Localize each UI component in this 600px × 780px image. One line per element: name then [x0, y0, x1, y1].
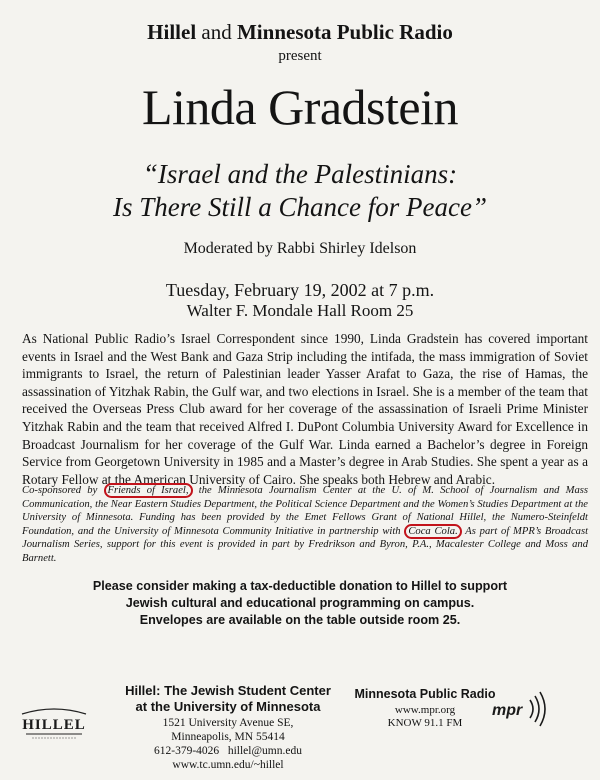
- hillel-name-line2: at the University of Minnesota: [135, 699, 321, 714]
- mpr-logo-wave-1: [530, 700, 533, 718]
- presenter-hillel: Hillel: [147, 20, 197, 44]
- mpr-web[interactable]: www.mpr.org: [394, 704, 456, 716]
- presenter-mpr: Minnesota Public Radio: [236, 20, 453, 44]
- donation-appeal: [0, 578, 600, 629]
- hillel-phone: 612-379-4026: [154, 745, 220, 757]
- hillel-logo-arc: [22, 709, 86, 714]
- talk-title-line2: Is There Still a Chance for Peace”: [113, 192, 487, 222]
- hillel-contact: [88, 683, 368, 772]
- mpr-contact: [345, 686, 505, 730]
- cosponsor-part3: As part of MPR’s Broadcast Journalism Series, support for this event is provided in part by Fredrikson and Byron, P.A., Macalester College and Moss and Barnett.: [22, 525, 589, 564]
- hillel-address: [88, 716, 368, 772]
- mpr-station: KNOW 91.1 FM: [387, 717, 463, 729]
- cosponsor-part2: the Minnesota Journalism Center at the U. of M. School of Journalism and Mass Communication, the Near Eastern Studies Department, the Political Science Department and the Women’s Studies Department at the University of Minnesota. Funding has been provided by the Emet Fellows Grant of National Hillel, the Numero-Steinfeldt Foundation, and the University of Minnesota Community Initiative in partnership with: [22, 485, 589, 537]
- moderator: Moderated by Rabbi Shirley Idelson: [183, 240, 417, 257]
- hillel-logo-text: HILLEL: [22, 717, 86, 733]
- talk-title-line1: “Israel and the Palestinians:: [142, 159, 458, 189]
- hillel-city: Minneapolis, MN 55414: [171, 731, 285, 743]
- highlight-friends-of-israel: Friends of Israel,: [104, 483, 193, 498]
- speaker-name: Linda Gradstein: [141, 79, 458, 135]
- mpr-name: Minnesota Public Radio: [354, 687, 496, 701]
- hillel-street: 1521 University Avenue SE,: [162, 717, 294, 729]
- hillel-email[interactable]: hillel@umn.edu: [227, 745, 302, 757]
- mpr-logo-text: mpr: [492, 702, 523, 719]
- mpr-logo: [490, 688, 550, 730]
- hillel-name-line1: Hillel: The Jewish Student Center: [125, 683, 331, 698]
- cosponsor-part1: Co-sponsored by: [22, 485, 98, 496]
- mpr-logo-wave-3: [540, 692, 545, 726]
- donation-line3: Envelopes are available on the table outside room 25.: [139, 613, 461, 627]
- hillel-logo: [20, 702, 88, 746]
- speaker-bio: As National Public Radio’s Israel Correspondent since 1990, Linda Gradstein has covered important events in Israel and the West Bank and Gaza Strip including the intifada, the mass immigration of Soviet immigrants to Israel, the return of Palestinian leader Yasser Arafat to Gaza, the rise of Hamas, the assassination of Yitzhak Rabin, the Gulf war, and two elections in Israel. She is a member of the team that received the Overseas Press Club award for her coverage of the assassination of Israeli Prime Minister Yitzhak Rabin and the team that received Alfred I. DuPont Columbia University Award for Excellence in Broadcast Journalism for her coverage of the Gulf War. Linda earned a Bachelor’s degree in Foreign Service from Georgetown University in 1985 and a Master’s degree in Arab Studies. She spent a year as a Rotary Fellow at the American University of Cairo. She speaks both Hebrew and Arabic.: [22, 331, 588, 487]
- hillel-phone-email: [88, 744, 368, 758]
- presenter-conjunction: and: [201, 20, 232, 44]
- donation-line2: Jewish cultural and educational programming on campus.: [125, 596, 475, 610]
- donation-line1: Please consider making a tax-deductible donation to Hillel to support: [92, 579, 508, 593]
- mpr-address: [345, 704, 505, 730]
- event-date: Tuesday, February 19, 2002 at 7 p.m.: [165, 280, 435, 300]
- hillel-web[interactable]: www.tc.umn.edu/~hillel: [172, 759, 284, 771]
- highlight-coca-cola: Coca Cola.: [404, 524, 461, 539]
- cosponsor-paragraph: [22, 484, 588, 566]
- event-venue: Walter F. Mondale Hall Room 25: [186, 301, 414, 320]
- mpr-logo-wave-2: [535, 696, 539, 722]
- presenters-line: [0, 20, 600, 45]
- talk-title: [0, 158, 600, 224]
- present-word: present: [278, 48, 322, 64]
